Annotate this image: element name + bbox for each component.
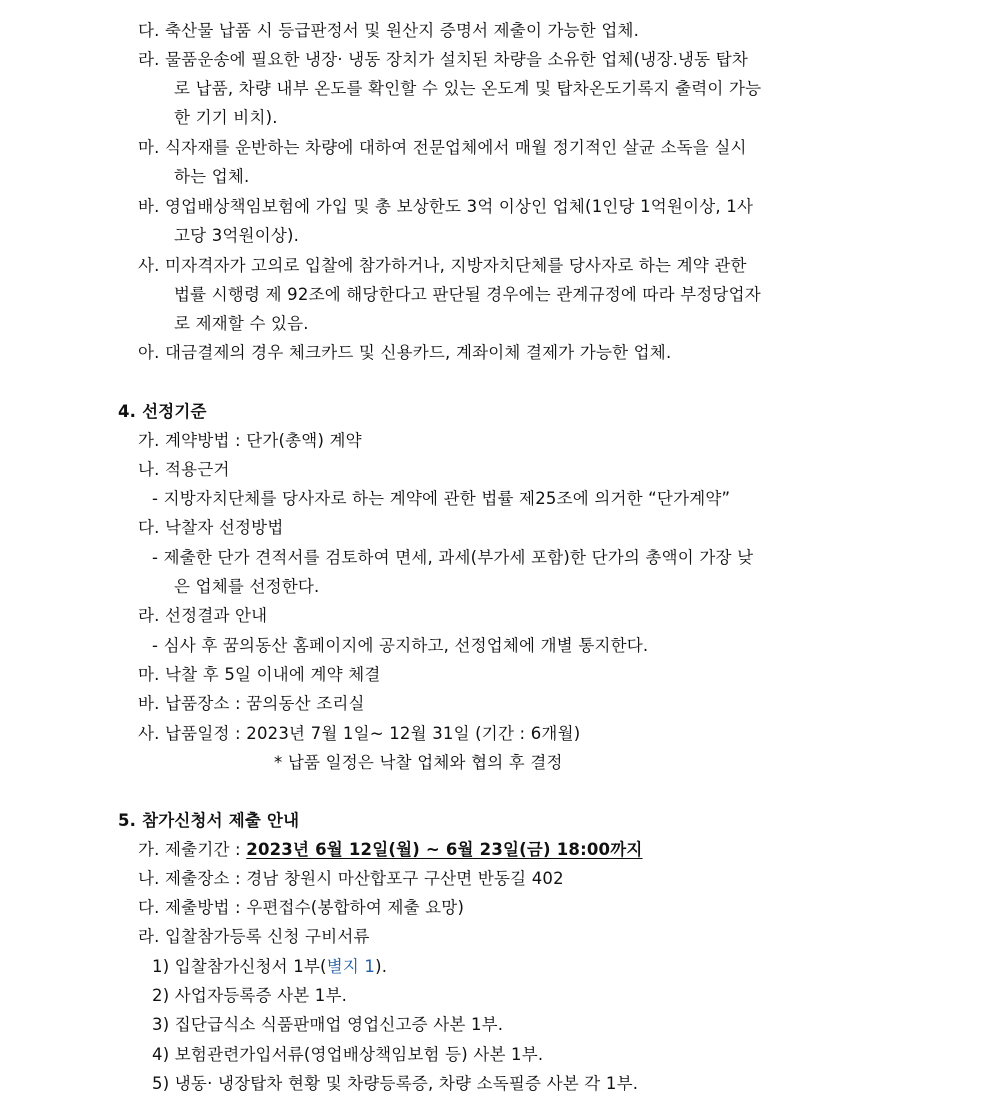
item-suffix: ).	[375, 957, 388, 976]
item-text: 영업배상책임보험에 가입 및 총 보상한도 3억 이상인 업체(1인당 1억원이상, 1사	[165, 197, 754, 216]
item-marker: 3)	[152, 1015, 170, 1034]
item-text: 지방자치단체를 당사자로 하는 계약에 관한 법률 제25조에 의거한 “단가계약”	[163, 489, 731, 508]
item-text: 제출방법 : 우편접수(봉합하여 제출 요망)	[165, 898, 465, 917]
item-marker: 1)	[152, 957, 170, 976]
submission-place	[138, 868, 564, 890]
item-marker: 바.	[138, 197, 160, 216]
dash-marker: -	[152, 548, 159, 567]
item-marker: 사.	[138, 724, 160, 743]
document-item-4	[152, 1044, 543, 1066]
item-marker: 다.	[138, 21, 160, 40]
item-ma	[138, 137, 747, 159]
criteria-result-notice	[138, 605, 267, 627]
dash-marker: -	[152, 636, 159, 655]
item-marker: 라.	[138, 606, 160, 625]
criteria-basis-detail	[152, 488, 730, 510]
document-item-5	[152, 1073, 638, 1095]
item-text: 대금결제의 경우 체크카드 및 신용카드, 계좌이체 결제가 가능한 업체.	[165, 343, 672, 362]
item-text: 입찰참가등록 신청 구비서류	[165, 927, 370, 946]
criteria-selection-detail-line2: 은 업체를 선정한다.	[174, 577, 320, 596]
item-marker: 마.	[138, 665, 160, 684]
item-ma-line2: 하는 업체.	[174, 167, 250, 186]
document-item-1	[152, 956, 387, 978]
item-text: 보험관련가입서류(영업배상책임보험 등) 사본 1부.	[174, 1045, 544, 1064]
section-4-heading: 4. 선정기준	[118, 402, 207, 421]
item-sa-line2: 법률 시행령 제 92조에 해당한다고 판단될 경우에는 관계규정에 따라 부정당업자	[174, 285, 761, 304]
criteria-contract-method	[138, 430, 362, 452]
item-text: 입찰참가신청서 1부(	[174, 957, 327, 976]
item-marker: 나.	[138, 869, 160, 888]
document-item-3	[152, 1014, 503, 1036]
criteria-delivery-place	[138, 693, 365, 715]
criteria-basis	[138, 459, 230, 481]
criteria-delivery-schedule	[138, 723, 580, 745]
item-text: 제출장소 : 경남 창원시 마산합포구 구산면 반동길 402	[165, 869, 564, 888]
item-text: 선정결과 안내	[165, 606, 268, 625]
criteria-selection-detail	[152, 547, 753, 569]
submission-period	[138, 839, 643, 861]
item-marker: 라.	[138, 50, 160, 69]
item-marker: 다.	[138, 898, 160, 917]
item-text: 냉동· 냉장탑차 현황 및 차량등록증, 차량 소독필증 사본 각 1부.	[174, 1074, 639, 1093]
item-text: 납품일정 : 2023년 7월 1일~ 12월 31일 (기간 : 6개월)	[165, 724, 581, 743]
appendix-1-link[interactable]: 별지 1	[326, 957, 376, 976]
item-marker: 다.	[138, 518, 160, 537]
criteria-contract-deadline	[138, 664, 381, 686]
item-marker: 아.	[138, 343, 160, 362]
criteria-delivery-note: * 납품 일정은 낙찰 업체와 협의 후 결정	[274, 753, 563, 772]
item-text: 제출한 단가 견적서를 검토하여 면세, 과세(부가세 포함)한 단가의 총액이 가장 낮	[163, 548, 754, 567]
section-5-heading: 5. 참가신청서 제출 안내	[118, 811, 300, 830]
criteria-result-detail	[152, 635, 648, 657]
submission-period-value: 2023년 6월 12일(월) ~ 6월 23일(금) 18:00까지	[246, 840, 643, 859]
item-text: 물품운송에 필요한 냉장· 냉동 장치가 설치된 차량을 소유한 업체(냉장.냉동 탑차	[165, 50, 749, 69]
item-marker: 5)	[152, 1074, 170, 1093]
item-marker: 사.	[138, 256, 160, 275]
item-a	[138, 342, 671, 364]
item-marker: 가.	[138, 840, 160, 859]
item-label: 제출기간 :	[165, 840, 241, 859]
item-sa-line3: 로 제재할 수 있음.	[174, 314, 309, 333]
item-marker: 나.	[138, 460, 160, 479]
item-text: 납품장소 : 꿈의동산 조리실	[165, 694, 365, 713]
item-marker: 2)	[152, 986, 170, 1005]
item-text: 심사 후 꿈의동산 홈페이지에 공지하고, 선정업체에 개별 통지한다.	[163, 636, 649, 655]
item-text: 계약방법 : 단가(총액) 계약	[165, 431, 362, 450]
submission-method	[138, 897, 464, 919]
item-ra-line3: 한 기기 비치).	[174, 108, 278, 127]
item-ba	[138, 196, 753, 218]
item-marker: 가.	[138, 431, 160, 450]
item-text: 식자재를 운반하는 차량에 대하여 전문업체에서 매월 정기적인 살균 소독을 실시	[165, 138, 747, 157]
item-ra	[138, 49, 748, 71]
item-ba-line2: 고당 3억원이상).	[174, 226, 300, 245]
item-text: 사업자등록증 사본 1부.	[174, 986, 348, 1005]
item-text: 축산물 납품 시 등급판정서 및 원산지 증명서 제출이 가능한 업체.	[165, 21, 640, 40]
item-ra-line2: 로 납품, 차량 내부 온도를 확인할 수 있는 온도계 및 탑차온도기록지 출력이 가능	[174, 79, 762, 98]
item-marker: 마.	[138, 138, 160, 157]
item-marker: 4)	[152, 1045, 170, 1064]
dash-marker: -	[152, 489, 159, 508]
item-marker: 라.	[138, 927, 160, 946]
item-text: 낙찰 후 5일 이내에 계약 체결	[165, 665, 381, 684]
item-text: 낙찰자 선정방법	[165, 518, 284, 537]
item-da	[138, 20, 639, 42]
criteria-selection-method	[138, 517, 283, 539]
item-text: 미자격자가 고의로 입찰에 참가하거나, 지방자치단체를 당사자로 하는 계약 관한	[165, 256, 747, 275]
item-marker: 바.	[138, 694, 160, 713]
document-item-2	[152, 985, 347, 1007]
item-sa	[138, 255, 747, 277]
item-text: 적용근거	[165, 460, 230, 479]
required-documents-heading	[138, 926, 370, 948]
item-text: 집단급식소 식품판매업 영업신고증 사본 1부.	[174, 1015, 504, 1034]
